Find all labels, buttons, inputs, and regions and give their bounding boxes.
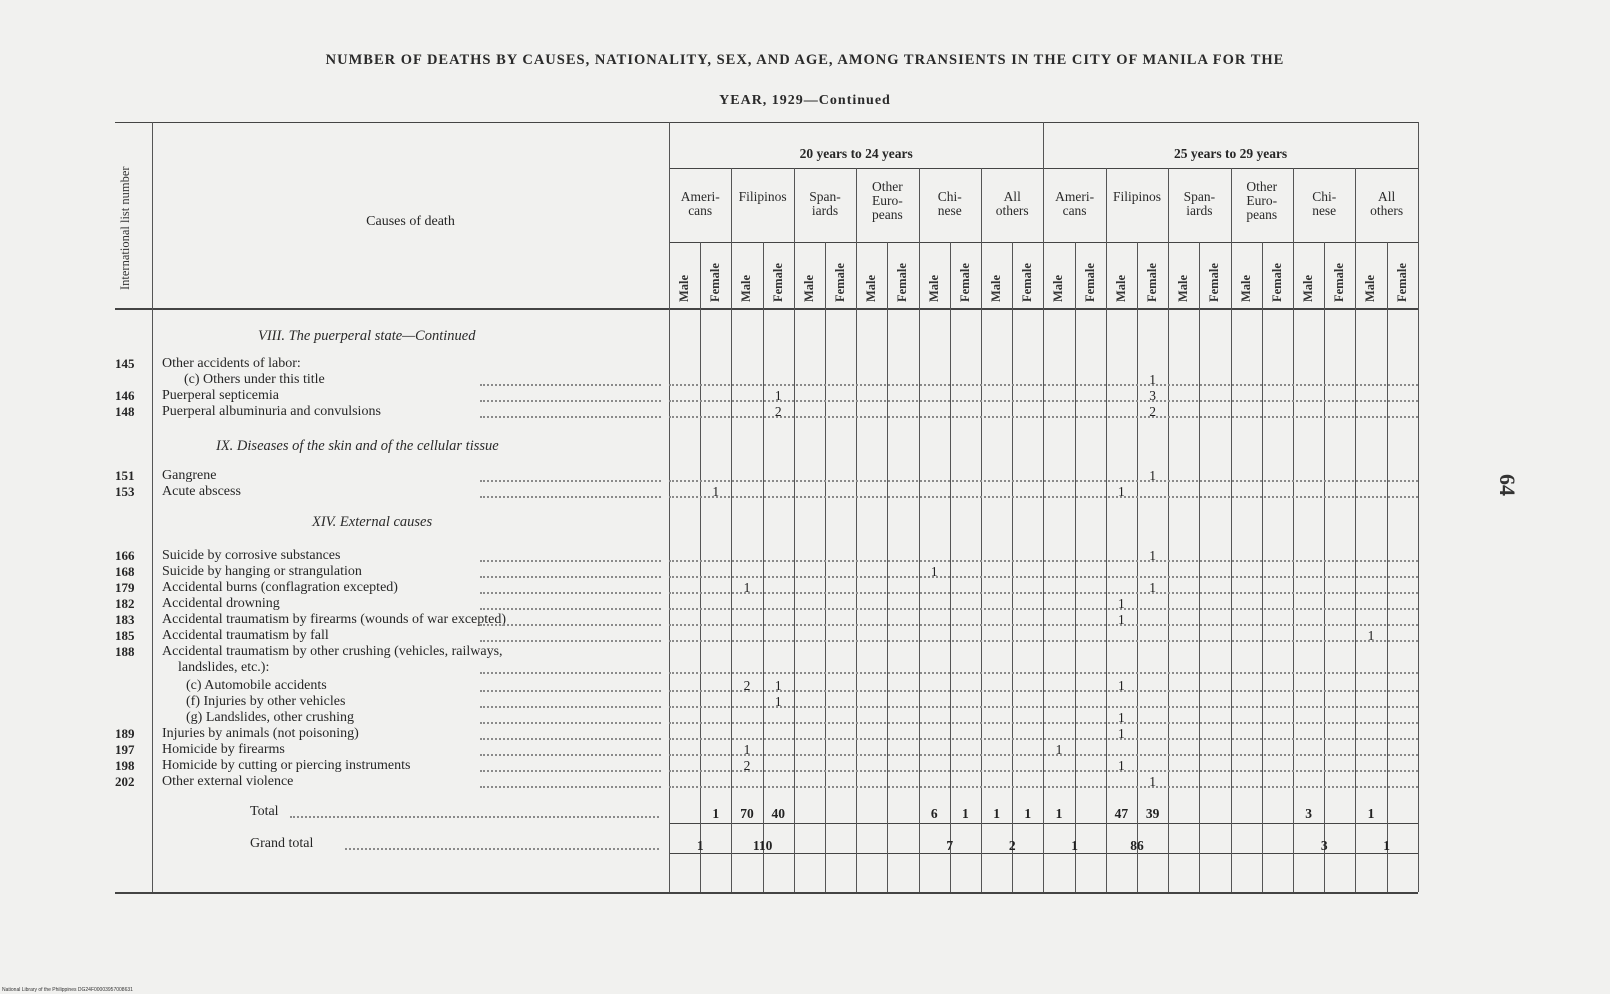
data-value: 2 — [743, 758, 751, 773]
nationality-header: All others — [1370, 189, 1404, 218]
sex-header-female: Female — [708, 263, 723, 302]
dotted-leader — [669, 738, 1418, 740]
dotted-leader — [669, 480, 1418, 482]
cause-of-death: Accidental traumatism by fall — [162, 628, 329, 643]
sex-header-female: Female — [833, 263, 847, 302]
list-number: 148 — [115, 404, 135, 419]
dotted-leader — [480, 400, 661, 402]
cause-of-death: Acute abscess — [162, 484, 241, 499]
sex-header-male: Male — [1301, 274, 1315, 302]
list-number: 146 — [115, 388, 135, 403]
data-value: 1 — [1149, 548, 1156, 563]
sex-header-female: Female — [957, 263, 972, 302]
cause-of-death: Other accidents of labor: — [162, 356, 301, 371]
total-value: 1 — [993, 806, 1000, 821]
total-value: 39 — [1145, 806, 1160, 821]
dotted-leader — [669, 624, 1418, 626]
top-rule — [115, 122, 1418, 123]
list-number: 166 — [115, 548, 135, 563]
nationality-header: Span- iards — [1183, 189, 1216, 218]
sex-header-male: Male — [1051, 274, 1066, 302]
list-number: 182 — [115, 596, 135, 611]
cause-of-death: Suicide by hanging or strangulation — [162, 564, 362, 579]
sex-header-female: Female — [1394, 263, 1409, 302]
column-divider — [794, 168, 795, 892]
list-number: 145 — [115, 356, 135, 371]
data-value: 1 — [743, 742, 751, 757]
dotted-leader — [480, 608, 661, 610]
nationality-header: Other Euro- peans — [872, 179, 903, 222]
dotted-leader — [669, 722, 1418, 724]
data-value: 1 — [1118, 678, 1125, 693]
column-divider — [763, 242, 764, 892]
column-divider — [825, 242, 826, 892]
nationality-header: Filipinos — [738, 189, 787, 204]
sex-header-male: Male — [864, 274, 879, 302]
age-group-header: 25 years to 29 years — [1173, 146, 1288, 161]
dotted-leader — [480, 672, 661, 674]
cause-of-death: landslides, etc.): — [178, 660, 270, 675]
column-divider — [1106, 168, 1107, 892]
sex-header-female: Female — [1332, 263, 1347, 302]
data-value: 1 — [774, 388, 782, 403]
column-divider — [856, 168, 857, 892]
column-divider — [1262, 242, 1263, 892]
data-value: 1 — [712, 484, 720, 499]
total-value: 47 — [1114, 806, 1129, 821]
dotted-leader — [669, 754, 1418, 756]
cause-of-death: Accidental traumatism by other crushing (vehicles, railways, — [162, 644, 503, 659]
page-number: 64 — [1495, 474, 1520, 496]
sex-header-female: Female — [1020, 263, 1035, 302]
data-value: 1 — [1055, 742, 1063, 757]
dotted-leader — [480, 496, 661, 498]
sex-header-male: Male — [801, 274, 816, 302]
grand-total-value: 110 — [752, 838, 773, 853]
section-heading: IX. Diseases of the skin and of the cellular tissue — [216, 438, 499, 454]
dotted-leader — [480, 624, 661, 626]
intl-column-divider — [152, 122, 153, 892]
sex-header-male: Male — [926, 274, 941, 302]
header-bottom-rule — [115, 308, 1418, 310]
dotted-leader — [669, 496, 1418, 498]
nationality-header: Span- iards — [809, 189, 841, 218]
grand-total-value: 86 — [1130, 838, 1144, 853]
total-value: 1 — [1367, 806, 1375, 821]
grand-total-value: 1 — [1383, 838, 1390, 853]
nationality-header: Other Euro- peans — [1246, 179, 1278, 222]
cause-of-death: Gangrene — [162, 468, 217, 483]
list-number: 183 — [115, 612, 135, 627]
nationality-header: All others — [995, 189, 1029, 218]
dotted-leader — [669, 384, 1418, 386]
data-value: 1 — [1118, 612, 1125, 627]
cause-of-death: (c) Others under this title — [184, 372, 325, 387]
total-value: 1 — [712, 806, 720, 821]
sex-header-male: Male — [739, 274, 754, 302]
age-group-header: 20 years to 24 years — [799, 146, 913, 161]
column-divider — [1199, 242, 1200, 892]
bottom-rule — [115, 892, 1418, 894]
cause-of-death: (c) Automobile accidents — [186, 678, 327, 693]
column-divider — [731, 168, 732, 892]
column-divider — [887, 242, 888, 892]
dotted-leader — [669, 608, 1418, 610]
table-title: NUMBER OF DEATHS BY CAUSES, NATIONALITY, SEX, AND AGE, AMONG TRANSIENTS IN THE CITY OF MANILA FOR THE — [325, 52, 1285, 68]
dotted-leader — [669, 786, 1418, 788]
archive-footer: National Library of the Philippines DG24F00003957008631 — [2, 987, 133, 993]
cause-of-death: Accidental traumatism by firearms (wounds of war excepted) — [162, 612, 507, 627]
dotted-leader — [669, 576, 1418, 578]
column-divider — [1012, 242, 1013, 892]
nationality-header: Chi- nese — [937, 189, 962, 218]
sex-header-male: Male — [1238, 274, 1253, 302]
data-value: 1 — [930, 564, 938, 579]
data-value: 1 — [1367, 628, 1375, 643]
column-divider — [1043, 122, 1044, 892]
dotted-leader — [480, 640, 661, 642]
cause-of-death: Puerperal albuminuria and convulsions — [162, 404, 381, 419]
total-value: 6 — [930, 806, 938, 821]
grand-total-value: 7 — [946, 838, 954, 853]
cause-of-death: Homicide by cutting or piercing instruments — [162, 758, 411, 773]
nationality-header: Filipinos — [1112, 189, 1161, 204]
column-divider — [1075, 242, 1076, 892]
dotted-leader — [480, 576, 661, 578]
dotted-leader — [480, 770, 661, 772]
dotted-leader — [669, 672, 1418, 674]
data-value: 1 — [1118, 484, 1125, 499]
total-value: 70 — [740, 806, 754, 821]
sex-header-female: Female — [1269, 263, 1284, 302]
data-value: 1 — [743, 580, 751, 595]
section-heading: XIV. External causes — [312, 514, 433, 530]
dotted-leader — [480, 690, 661, 692]
sex-header-female: Female — [770, 263, 785, 302]
dotted-leader — [345, 848, 659, 850]
cause-of-death: Puerperal septicemia — [162, 388, 280, 403]
total-value: 1 — [1055, 806, 1063, 821]
cause-of-death: Injuries by animals (not poisoning) — [162, 726, 359, 741]
grand-total-value: 1 — [696, 838, 704, 853]
cause-of-death: Other external violence — [162, 774, 294, 789]
list-number: 168 — [115, 564, 135, 579]
column-divider — [981, 168, 982, 892]
data-value: 1 — [1118, 726, 1125, 741]
data-value: 1 — [774, 694, 782, 709]
total-value: 3 — [1305, 806, 1312, 821]
data-value: 1 — [1118, 710, 1125, 725]
data-value: 2 — [774, 404, 782, 419]
dotted-leader — [669, 640, 1418, 642]
data-value: 1 — [1149, 774, 1156, 789]
dotted-leader — [669, 592, 1418, 594]
cause-of-death: Suicide by corrosive substances — [162, 548, 341, 563]
dotted-leader — [480, 480, 661, 482]
data-value: 1 — [1149, 468, 1156, 483]
sex-header-male: Male — [1363, 274, 1378, 302]
list-number: 189 — [115, 726, 135, 741]
column-divider — [919, 168, 920, 892]
nationality-header: Ameri- cans — [680, 189, 720, 218]
data-value: 2 — [1149, 404, 1156, 419]
dotted-leader — [480, 738, 661, 740]
sex-header-male: Male — [1113, 274, 1128, 302]
section-heading: VIII. The puerperal state—Continued — [258, 328, 476, 344]
total-value: 40 — [771, 806, 785, 821]
list-number: 202 — [115, 774, 135, 789]
cause-of-death: Homicide by firearms — [162, 742, 285, 757]
data-value: 1 — [1149, 372, 1156, 387]
grand-total-value: 1 — [1071, 838, 1078, 853]
dotted-leader — [480, 592, 661, 594]
dotted-leader — [480, 706, 661, 708]
data-value: 1 — [1118, 596, 1125, 611]
table-title-continued: YEAR, 1929—Continued — [719, 93, 891, 108]
sex-header-female: Female — [1082, 263, 1097, 302]
dotted-leader — [480, 786, 661, 788]
sex-header-female: Female — [895, 263, 910, 302]
data-value: 1 — [1149, 580, 1156, 595]
cause-of-death: Accidental burns (conflagration excepted) — [162, 580, 398, 595]
list-number: 188 — [115, 644, 135, 659]
total-value: 1 — [1024, 806, 1032, 821]
sex-header-male: Male — [989, 274, 1003, 302]
grand-total-label: Grand total — [250, 836, 314, 851]
cause-of-death: Accidental drowning — [162, 596, 280, 611]
list-number: 153 — [115, 484, 135, 499]
dotted-leader — [480, 722, 661, 724]
dotted-leader — [480, 384, 661, 386]
dotted-leader — [480, 754, 661, 756]
nationality-header: Chi- nese — [1312, 189, 1337, 218]
total-label: Total — [250, 804, 279, 819]
sex-header-male: Male — [677, 274, 691, 302]
column-divider — [1168, 168, 1169, 892]
data-value: 1 — [1118, 758, 1125, 773]
list-number: 197 — [115, 742, 135, 757]
total-value: 1 — [962, 806, 969, 821]
dotted-leader — [669, 560, 1418, 562]
cause-of-death: (g) Landslides, other crushing — [186, 710, 354, 725]
column-divider — [1137, 242, 1138, 892]
sex-header-female: Female — [1207, 263, 1222, 302]
sex-header-female: Female — [1145, 263, 1159, 302]
list-number: 179 — [115, 580, 135, 595]
cause-of-death: (f) Injuries by other vehicles — [186, 694, 346, 709]
list-number: 185 — [115, 628, 135, 643]
dotted-leader — [480, 560, 661, 562]
dotted-leader — [290, 816, 659, 818]
sex-header-male: Male — [1176, 274, 1191, 302]
data-value: 3 — [1149, 388, 1156, 403]
nationality-header: Ameri- cans — [1055, 189, 1095, 218]
grand-total-value: 3 — [1320, 838, 1328, 853]
list-number: 198 — [115, 758, 135, 773]
column-divider — [1293, 168, 1294, 892]
dotted-leader — [669, 770, 1418, 772]
column-divider — [1418, 122, 1419, 892]
column-divider — [1231, 168, 1232, 892]
intl-list-header: International list number — [118, 166, 132, 290]
column-divider — [1355, 168, 1356, 892]
grand-total-value: 2 — [1008, 838, 1016, 853]
column-divider — [1324, 242, 1325, 892]
data-value: 2 — [743, 678, 751, 693]
column-divider — [950, 242, 951, 892]
causes-header: Causes of death — [366, 214, 455, 229]
data-value: 1 — [774, 678, 782, 693]
list-number: 151 — [115, 468, 135, 483]
dotted-leader — [480, 416, 661, 418]
column-divider — [669, 122, 670, 892]
column-divider — [700, 242, 701, 892]
column-divider — [1387, 242, 1388, 892]
